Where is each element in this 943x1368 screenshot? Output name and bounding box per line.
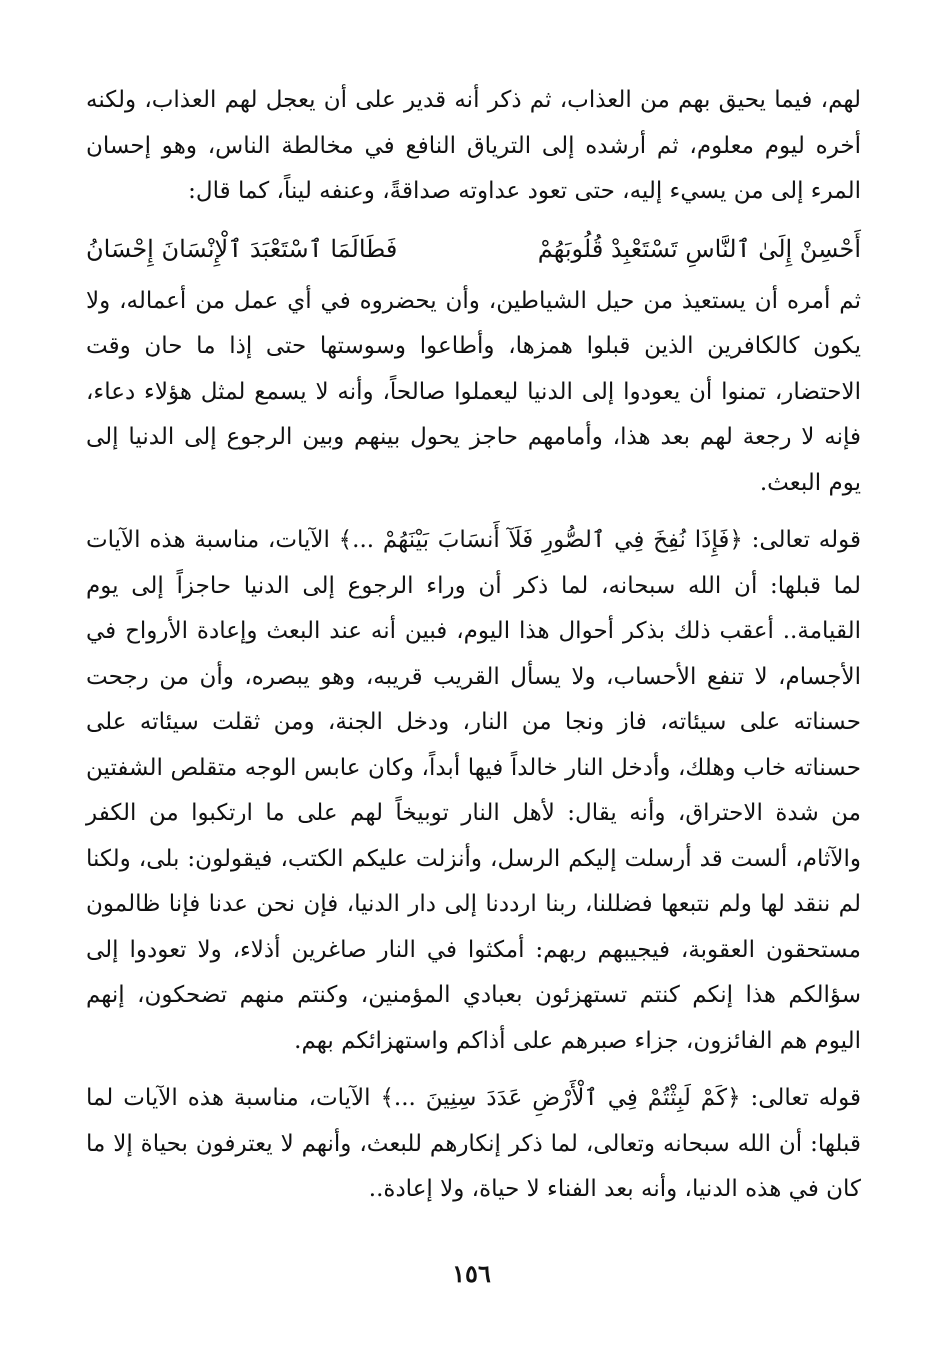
paragraph-2-text: ثم أمره أن يستعيذ من حيل الشياطين، وأن يحضروه في أي عمل من أعماله، ولا يكون كالكافرين الذين قبلوا همزها، وأطاعوا وسوستها حتى إذا ما حان وقت الاحتضار، تمنوا أن يعودوا إلى الدنيا ليعملوا صالحاً، وأنه لا يسمع لمثل هؤلاء دعاء، فإنه لا رجعة لهم بعد هذا، وأمامهم حاجز يحول بينهم وبين الرجوع إلى الدنيا إلى يوم البعث. (86, 287, 861, 496)
verse-first-hemistich: أَحْسِنْ إِلَىٰ ٱلنَّاسِ تَسْتَعْبِدْ قُلُوبَهُمْ (537, 234, 861, 263)
poetry-verse (86, 227, 861, 271)
paragraph-1-text: لهم، فيما يحيق بهم من العذاب، ثم ذكر أنه قدير على أن يعجل لهم العذاب، ولكنه أخره ليوم معلوم، ثم أرشده إلى الترياق النافع في مخالطة الناس، وهو إحسان المرء إلى من يسيء إليه، حتى تعود عداوته صداقةً، وعنفه ليناً، كما قال: (86, 87, 861, 204)
paragraph-spacer (86, 506, 861, 518)
paragraph-4-text: قوله تعالى: ﴿كَمْ لَبِثْتُمْ فِي ٱلْأَرْضِ عَدَدَ سِنِينَ ...﴾ الآيات، مناسبة هذه الآيات لما قبلها: أن الله سبحانه وتعالى، لما ذكر إنكارهم للبعث، وأنهم لا يعترفون بحياة إلا ما كان في هذه الدنيا، وأنه بعد الفناء لا حياة، ولا إعادة.. (86, 1085, 861, 1202)
paragraph-3-text: قوله تعالى: ﴿فَإِذَا نُفِخَ فِي ٱلصُّورِ فَلَآ أَنسَابَ بَيْنَهُمْ ...﴾ الآيات، مناسبة هذه الآيات لما قبلها: أن الله سبحانه، لما ذكر أن وراء الرجوع إلى الدنيا حاجزاً إلى يوم القيامة.. أعقب ذلك بذكر أحوال هذا اليوم، فبين أنه عند البعث وإعادة الأرواح في الأجسام، لا تنفع الأحساب، ولا يسأل القريب قريبه، وهو يبصره، وأن من رجحت حسناته على سيئاته، فاز ونجا من النار، ودخل الجنة، ومن ثقلت سيئاته على حسناته خاب وهلك، وأدخل النار خالداً فيها أبداً، وكان عابس الوجه متقلص الشفتين من شدة الاحتراق، وأنه يقال: لأهل النار توبيخاً لهم على ما ارتكبوا من الكفر والآثام، ألست قد أرسلت إليكم الرسل، وأنزلت عليكم الكتب، فيقولون: بلى، ولكنا لم ننقد لها ولم نتبعها فضللنا، ربنا ارددنا إلى دار الدنيا، فإن نحن عدنا فإنا ظالمون مستحقون العقوبة، فيجيبهم ربهم: أمكثوا في النار صاغرين أذلاء، ولا تعودوا إلى سؤالكم هذا إنكم كنتم تستهزئون بعبادي المؤمنين، وكنتم منهم تضحكون، إنهم اليوم هم الفائزون، جزاء صبرهم على أذاكم واستهزائكم بهم. (86, 527, 861, 1054)
paragraph-2 (86, 279, 861, 507)
paragraph-4 (86, 1076, 861, 1213)
paragraph-1 (86, 78, 861, 215)
page-number: ١٥٦ (452, 1259, 491, 1288)
paragraph-3 (86, 518, 861, 1064)
book-page (86, 78, 861, 1213)
verse-second-hemistich: فَطَالَمَا ٱسْتَعْبَدَ ٱلْإِنْسَانَ إِحْسَانُ (86, 234, 398, 263)
paragraph-spacer (86, 1064, 861, 1076)
